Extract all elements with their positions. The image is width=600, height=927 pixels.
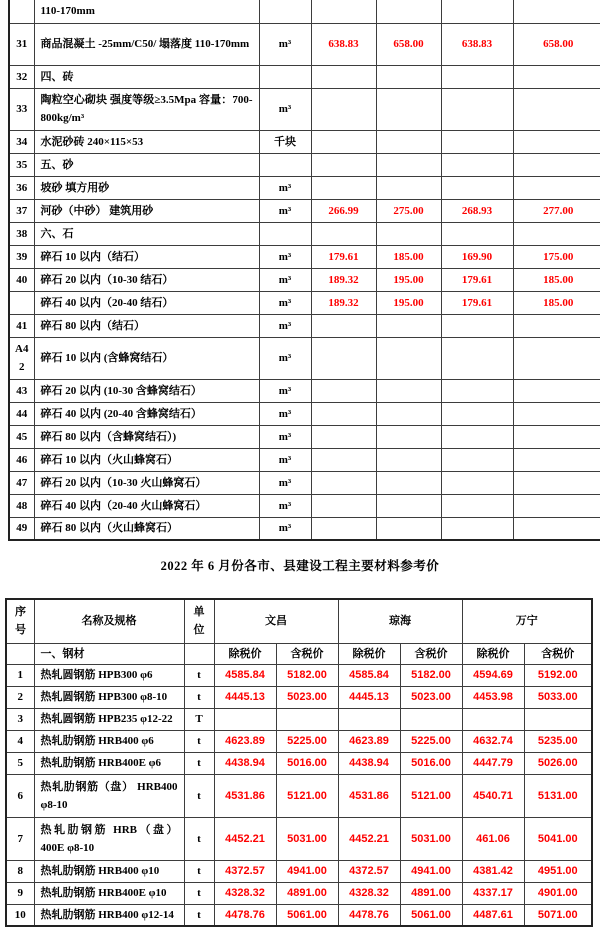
price-cell xyxy=(513,153,600,176)
price-cell xyxy=(214,708,276,730)
price-cell xyxy=(441,65,513,88)
price-cell xyxy=(513,337,600,379)
header-city-wanning: 万宁 xyxy=(462,599,592,643)
name-cell: 河砂（中砂） 建筑用砂 xyxy=(34,199,259,222)
table-row xyxy=(9,314,600,337)
table-row xyxy=(9,23,600,65)
price-cell xyxy=(376,130,441,153)
price-cell xyxy=(311,222,376,245)
price-cell xyxy=(311,176,376,199)
name-cell: 热轧肋钢筋 HRB400 φ10 xyxy=(34,860,184,882)
price-cell: 4585.84 xyxy=(338,664,400,686)
price-cell xyxy=(441,379,513,402)
seq-cell: 36 xyxy=(9,176,34,199)
price-cell: 5071.00 xyxy=(524,904,592,926)
price-cell xyxy=(376,337,441,379)
price-cell xyxy=(311,88,376,130)
materials-table-continuation xyxy=(8,0,600,541)
seq-cell: 46 xyxy=(9,448,34,471)
price-cell xyxy=(376,0,441,23)
unit-cell: t xyxy=(184,686,214,708)
name-cell: 碎石 20 以内（10-30 火山蜂窝石） xyxy=(34,471,259,494)
unit-cell: m³ xyxy=(259,471,311,494)
name-cell: 热轧肋钢筋 HRB400E φ6 xyxy=(34,752,184,774)
seq-cell: 44 xyxy=(9,402,34,425)
subheader-inc-tax: 含税价 xyxy=(400,643,462,664)
price-cell: 658.00 xyxy=(513,23,600,65)
seq-cell: 41 xyxy=(9,314,34,337)
price-cell xyxy=(276,708,338,730)
category-label: 一、钢材 xyxy=(34,643,184,664)
price-cell: 4901.00 xyxy=(524,882,592,904)
seq-cell: 49 xyxy=(9,517,34,540)
name-cell: 碎石 40 以内 (20-40 含蜂窝结石） xyxy=(34,402,259,425)
price-cell: 5192.00 xyxy=(524,664,592,686)
price-cell xyxy=(376,379,441,402)
price-cell: 4438.94 xyxy=(338,752,400,774)
table-row xyxy=(6,686,592,708)
price-cell: 185.00 xyxy=(513,291,600,314)
price-cell: 4632.74 xyxy=(462,730,524,752)
seq-cell: 48 xyxy=(9,494,34,517)
price-cell: 4445.13 xyxy=(338,686,400,708)
price-cell: 5023.00 xyxy=(276,686,338,708)
price-cell: 179.61 xyxy=(441,268,513,291)
price-cell: 4372.57 xyxy=(338,860,400,882)
price-cell xyxy=(513,448,600,471)
seq-cell: 31 xyxy=(9,23,34,65)
name-cell: 碎石 80 以内（火山蜂窝石） xyxy=(34,517,259,540)
category-row xyxy=(6,643,592,664)
unit-cell xyxy=(259,0,311,23)
name-cell: 碎石 40 以内（20-40 结石） xyxy=(34,291,259,314)
price-cell xyxy=(311,471,376,494)
table-row xyxy=(9,268,600,291)
seq-cell xyxy=(9,291,34,314)
price-cell xyxy=(441,425,513,448)
price-cell xyxy=(311,425,376,448)
price-cell xyxy=(376,176,441,199)
price-cell: 4951.00 xyxy=(524,860,592,882)
seq-cell: 1 xyxy=(6,664,34,686)
price-cell: 5225.00 xyxy=(400,730,462,752)
price-cell: 5061.00 xyxy=(400,904,462,926)
price-cell: 4623.89 xyxy=(214,730,276,752)
price-cell: 5031.00 xyxy=(400,817,462,860)
name-cell: 坡砂 填方用砂 xyxy=(34,176,259,199)
price-cell: 5182.00 xyxy=(400,664,462,686)
price-cell xyxy=(376,314,441,337)
table-row xyxy=(9,448,600,471)
price-cell: 5235.00 xyxy=(524,730,592,752)
name-cell: 热轧肋钢筋 HRB400E φ10 xyxy=(34,882,184,904)
price-cell xyxy=(376,402,441,425)
seq-cell: 39 xyxy=(9,245,34,268)
price-cell xyxy=(513,65,600,88)
price-cell: 5121.00 xyxy=(276,774,338,817)
price-cell xyxy=(441,402,513,425)
price-cell: 268.93 xyxy=(441,199,513,222)
price-cell: 4585.84 xyxy=(214,664,276,686)
price-cell: 4328.32 xyxy=(214,882,276,904)
table-row xyxy=(9,379,600,402)
unit-cell: t xyxy=(184,904,214,926)
name-cell: 碎石 20 以内（10-30 结石） xyxy=(34,268,259,291)
name-cell: 热轧肋钢筋 HRB400 φ6 xyxy=(34,730,184,752)
price-cell: 266.99 xyxy=(311,199,376,222)
price-cell: 4328.32 xyxy=(338,882,400,904)
price-cell xyxy=(441,494,513,517)
price-cell: 4487.61 xyxy=(462,904,524,926)
unit-cell: m³ xyxy=(259,199,311,222)
unit-cell: m³ xyxy=(259,176,311,199)
table-row xyxy=(6,904,592,926)
price-cell xyxy=(513,314,600,337)
table-row xyxy=(9,471,600,494)
price-cell: 5225.00 xyxy=(276,730,338,752)
seq-cell: 34 xyxy=(9,130,34,153)
seq-cell: 9 xyxy=(6,882,34,904)
seq-cell xyxy=(9,0,34,23)
price-cell xyxy=(441,222,513,245)
price-cell xyxy=(513,425,600,448)
price-cell: 4438.94 xyxy=(214,752,276,774)
price-cell: 5026.00 xyxy=(524,752,592,774)
price-cell xyxy=(513,0,600,23)
table-row xyxy=(9,425,600,448)
price-cell xyxy=(311,517,376,540)
seq-cell: 7 xyxy=(6,817,34,860)
price-cell xyxy=(376,448,441,471)
name-cell: 四、砖 xyxy=(34,65,259,88)
price-cell xyxy=(513,176,600,199)
name-cell: 碎石 80 以内（结石） xyxy=(34,314,259,337)
table-row xyxy=(9,517,600,540)
table-row xyxy=(6,817,592,860)
name-cell: 商品混凝土 -25mm/C50/ 塌落度 110-170mm xyxy=(34,23,259,65)
unit-cell: t xyxy=(184,774,214,817)
price-cell xyxy=(311,448,376,471)
price-cell: 4478.76 xyxy=(338,904,400,926)
unit-cell: m³ xyxy=(259,402,311,425)
price-cell: 275.00 xyxy=(376,199,441,222)
price-cell xyxy=(311,153,376,176)
price-cell xyxy=(376,517,441,540)
name-cell: 碎石 10 以内（火山蜂窝石） xyxy=(34,448,259,471)
name-cell: 热轧肋钢筋 HRB400 φ12-14 xyxy=(34,904,184,926)
table-row xyxy=(9,0,600,23)
price-cell xyxy=(311,314,376,337)
price-cell xyxy=(441,176,513,199)
price-cell xyxy=(441,314,513,337)
name-cell: 110-170mm xyxy=(34,0,259,23)
table-row xyxy=(9,130,600,153)
unit-cell: m³ xyxy=(259,314,311,337)
price-cell: 4478.76 xyxy=(214,904,276,926)
price-cell: 5121.00 xyxy=(400,774,462,817)
unit-cell: m³ xyxy=(259,494,311,517)
price-cell xyxy=(513,517,600,540)
unit-cell: m³ xyxy=(259,448,311,471)
table-row xyxy=(6,730,592,752)
price-cell xyxy=(311,337,376,379)
price-cell xyxy=(441,337,513,379)
materials-price-table xyxy=(5,598,593,927)
table-row xyxy=(9,176,600,199)
price-cell xyxy=(311,65,376,88)
price-cell: 4623.89 xyxy=(338,730,400,752)
table-row xyxy=(9,291,600,314)
price-cell xyxy=(513,88,600,130)
price-cell xyxy=(376,471,441,494)
price-cell xyxy=(311,130,376,153)
price-cell: 4594.69 xyxy=(462,664,524,686)
price-cell: 5131.00 xyxy=(524,774,592,817)
seq-cell: 38 xyxy=(9,222,34,245)
unit-cell xyxy=(259,222,311,245)
page-title: 2022 年 6 月份各市、县建设工程主要材料参考价 xyxy=(160,559,440,573)
seq-cell: 40 xyxy=(9,268,34,291)
header-city-wenchang: 文昌 xyxy=(214,599,338,643)
unit-cell: m³ xyxy=(259,88,311,130)
unit-cell: m³ xyxy=(259,425,311,448)
price-cell: 5041.00 xyxy=(524,817,592,860)
unit-cell xyxy=(259,65,311,88)
price-cell xyxy=(524,708,592,730)
price-cell: 4941.00 xyxy=(400,860,462,882)
price-cell xyxy=(376,494,441,517)
unit-cell: m³ xyxy=(259,337,311,379)
price-cell xyxy=(513,402,600,425)
name-cell: 热轧圆钢筋 HPB300 φ6 xyxy=(34,664,184,686)
price-cell xyxy=(311,379,376,402)
subheader-inc-tax: 含税价 xyxy=(524,643,592,664)
price-cell xyxy=(311,0,376,23)
seq-cell: 2 xyxy=(6,686,34,708)
seq-cell: 10 xyxy=(6,904,34,926)
price-cell: 4381.42 xyxy=(462,860,524,882)
subheader-ex-tax: 除税价 xyxy=(338,643,400,664)
price-cell: 4540.71 xyxy=(462,774,524,817)
unit-cell: m³ xyxy=(259,517,311,540)
price-cell xyxy=(441,471,513,494)
price-cell: 4453.98 xyxy=(462,686,524,708)
unit-cell: t xyxy=(184,817,214,860)
table-row xyxy=(6,774,592,817)
price-cell xyxy=(376,425,441,448)
seq-cell: 32 xyxy=(9,65,34,88)
price-cell: 4452.21 xyxy=(338,817,400,860)
price-cell: 185.00 xyxy=(376,245,441,268)
unit-cell: t xyxy=(184,730,214,752)
price-cell: 195.00 xyxy=(376,268,441,291)
unit-cell: T xyxy=(184,708,214,730)
empty-cell xyxy=(6,643,34,664)
unit-cell: m³ xyxy=(259,268,311,291)
price-cell: 179.61 xyxy=(441,291,513,314)
name-cell: 碎石 10 以内 (含蜂窝结石） xyxy=(34,337,259,379)
price-cell: 5016.00 xyxy=(276,752,338,774)
price-cell: 4452.21 xyxy=(214,817,276,860)
price-cell: 175.00 xyxy=(513,245,600,268)
seq-cell: 47 xyxy=(9,471,34,494)
unit-cell: m³ xyxy=(259,245,311,268)
price-cell: 4447.79 xyxy=(462,752,524,774)
price-cell: 189.32 xyxy=(311,268,376,291)
price-cell xyxy=(441,130,513,153)
seq-cell: 4 xyxy=(6,730,34,752)
price-cell xyxy=(441,448,513,471)
table-row xyxy=(9,337,600,379)
name-cell: 热轧肋钢筋（盘） HRB400 φ8-10 xyxy=(34,774,184,817)
price-cell xyxy=(311,494,376,517)
price-cell xyxy=(376,65,441,88)
name-cell: 热轧圆钢筋 HPB235 φ12-22 xyxy=(34,708,184,730)
seq-cell: 45 xyxy=(9,425,34,448)
price-cell: 5182.00 xyxy=(276,664,338,686)
seq-cell: 8 xyxy=(6,860,34,882)
price-cell xyxy=(400,708,462,730)
unit-cell: m³ xyxy=(259,23,311,65)
price-cell: 185.00 xyxy=(513,268,600,291)
seq-cell: 6 xyxy=(6,774,34,817)
table-row xyxy=(9,199,600,222)
name-cell: 热轧肋钢筋 HRB（盘）400E φ8-10 xyxy=(34,817,184,860)
price-cell: 5033.00 xyxy=(524,686,592,708)
price-cell xyxy=(311,402,376,425)
price-cell xyxy=(513,471,600,494)
table-row xyxy=(6,752,592,774)
price-cell xyxy=(376,153,441,176)
price-cell: 4372.57 xyxy=(214,860,276,882)
price-cell: 4445.13 xyxy=(214,686,276,708)
subheader-ex-tax: 除税价 xyxy=(462,643,524,664)
unit-cell: t xyxy=(184,752,214,774)
price-cell: 277.00 xyxy=(513,199,600,222)
price-cell: 4941.00 xyxy=(276,860,338,882)
seq-cell: A42 xyxy=(9,337,34,379)
table-row xyxy=(9,65,600,88)
price-cell xyxy=(513,379,600,402)
name-cell: 五、砂 xyxy=(34,153,259,176)
price-cell: 5016.00 xyxy=(400,752,462,774)
table-row xyxy=(9,245,600,268)
price-cell: 638.83 xyxy=(311,23,376,65)
table-row xyxy=(9,153,600,176)
unit-cell: t xyxy=(184,860,214,882)
price-cell xyxy=(513,494,600,517)
unit-cell: t xyxy=(184,882,214,904)
table-row xyxy=(6,664,592,686)
price-cell xyxy=(441,153,513,176)
price-cell: 189.32 xyxy=(311,291,376,314)
seq-cell: 5 xyxy=(6,752,34,774)
table-row xyxy=(6,708,592,730)
price-cell: 4531.86 xyxy=(338,774,400,817)
price-cell xyxy=(462,708,524,730)
empty-cell xyxy=(184,643,214,664)
price-cell: 169.90 xyxy=(441,245,513,268)
seq-cell: 37 xyxy=(9,199,34,222)
table-row xyxy=(6,860,592,882)
price-cell xyxy=(513,222,600,245)
seq-cell: 3 xyxy=(6,708,34,730)
price-cell xyxy=(376,88,441,130)
unit-cell: m³ xyxy=(259,291,311,314)
unit-cell: t xyxy=(184,664,214,686)
price-cell: 5061.00 xyxy=(276,904,338,926)
price-cell: 638.83 xyxy=(441,23,513,65)
price-cell xyxy=(441,88,513,130)
seq-cell: 35 xyxy=(9,153,34,176)
subheader-inc-tax: 含税价 xyxy=(276,643,338,664)
header-name: 名称及规格 xyxy=(34,599,184,643)
table-row xyxy=(9,402,600,425)
price-cell xyxy=(441,0,513,23)
price-cell xyxy=(376,222,441,245)
name-cell: 碎石 20 以内 (10-30 含蜂窝结石） xyxy=(34,379,259,402)
price-cell: 5023.00 xyxy=(400,686,462,708)
price-cell: 4337.17 xyxy=(462,882,524,904)
price-cell: 658.00 xyxy=(376,23,441,65)
price-cell: 4891.00 xyxy=(276,882,338,904)
price-cell: 179.61 xyxy=(311,245,376,268)
table-header-row xyxy=(6,599,592,643)
price-cell xyxy=(513,130,600,153)
table-row xyxy=(9,222,600,245)
table-row xyxy=(9,88,600,130)
name-cell: 碎石 40 以内（20-40 火山蜂窝石） xyxy=(34,494,259,517)
price-cell: 195.00 xyxy=(376,291,441,314)
seq-cell: 43 xyxy=(9,379,34,402)
name-cell: 水泥砂砖 240×115×53 xyxy=(34,130,259,153)
price-cell: 461.06 xyxy=(462,817,524,860)
unit-cell: 千块 xyxy=(259,130,311,153)
price-cell xyxy=(441,517,513,540)
name-cell: 碎石 80 以内（含蜂窝结石）) xyxy=(34,425,259,448)
price-cell: 4891.00 xyxy=(400,882,462,904)
header-unit: 单位 xyxy=(184,599,214,643)
table-row xyxy=(6,882,592,904)
table-row xyxy=(9,494,600,517)
name-cell: 六、石 xyxy=(34,222,259,245)
name-cell: 碎石 10 以内（结石） xyxy=(34,245,259,268)
name-cell: 陶粒空心砌块 强度等级≥3.5Mpa 容量：700-800kg/m³ xyxy=(34,88,259,130)
unit-cell xyxy=(259,153,311,176)
seq-cell: 33 xyxy=(9,88,34,130)
unit-cell: m³ xyxy=(259,379,311,402)
name-cell: 热轧圆钢筋 HPB300 φ8-10 xyxy=(34,686,184,708)
price-cell: 4531.86 xyxy=(214,774,276,817)
price-cell: 5031.00 xyxy=(276,817,338,860)
header-seq: 序号 xyxy=(6,599,34,643)
header-city-qionghai: 琼海 xyxy=(338,599,462,643)
price-cell xyxy=(338,708,400,730)
subheader-ex-tax: 除税价 xyxy=(214,643,276,664)
